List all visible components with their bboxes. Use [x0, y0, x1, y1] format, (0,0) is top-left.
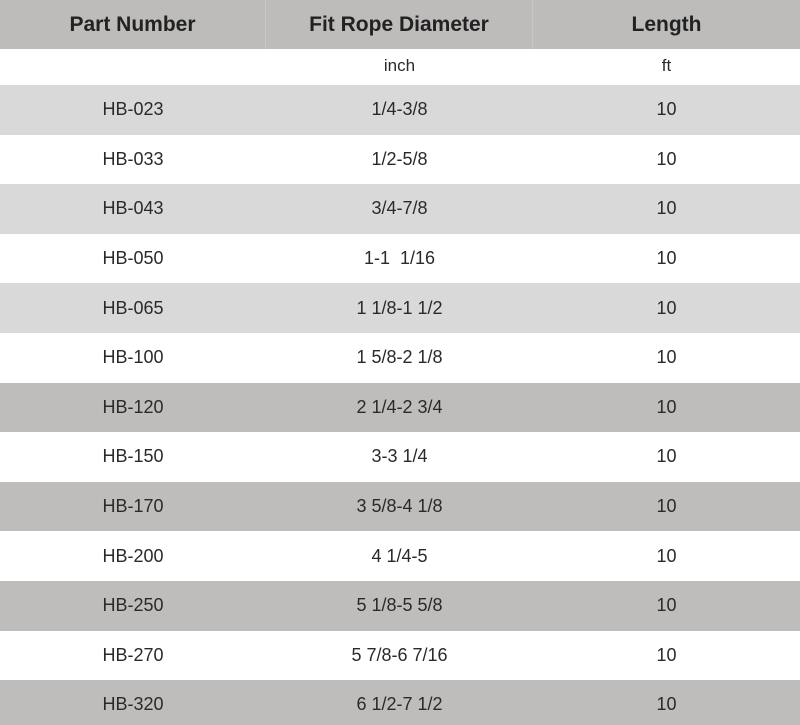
unit-fit-rope-diameter: inch — [383, 56, 416, 75]
units-row — [0, 49, 800, 85]
length-cell: 10 — [656, 99, 677, 120]
table-row — [0, 234, 800, 284]
part-number-cell: HB-033 — [102, 148, 164, 169]
length-cell: 10 — [656, 347, 677, 368]
table-row — [0, 85, 800, 135]
table-header-row — [0, 0, 800, 49]
length-cell: 10 — [656, 545, 677, 566]
fit-rope-diameter-cell: 3 5/8-4 1/8 — [356, 496, 443, 517]
part-number-cell: HB-200 — [102, 545, 164, 566]
fit-rope-diameter-cell: 1 1/8-1 1/2 — [356, 297, 443, 318]
fit-rope-diameter-cell: 4 1/4-5 — [371, 545, 428, 566]
length-cell: 10 — [656, 644, 677, 665]
length-cell: 10 — [656, 595, 677, 616]
part-number-cell: HB-150 — [102, 446, 164, 467]
table-row — [0, 631, 800, 681]
length-cell: 10 — [656, 248, 677, 269]
table-row — [0, 531, 800, 581]
part-number-cell: HB-023 — [102, 99, 164, 120]
table-row — [0, 680, 800, 725]
table-row — [0, 482, 800, 532]
fit-rope-diameter-cell: 5 7/8-6 7/16 — [351, 644, 448, 665]
table-row — [0, 135, 800, 185]
header-length: Length — [631, 12, 702, 36]
length-cell: 10 — [656, 297, 677, 318]
length-cell: 10 — [656, 496, 677, 517]
part-number-cell: HB-065 — [102, 297, 164, 318]
fit-rope-diameter-cell: 5 1/8-5 5/8 — [356, 595, 443, 616]
fit-rope-diameter-cell: 1/4-3/8 — [371, 99, 428, 120]
fit-rope-diameter-cell: 3/4-7/8 — [371, 198, 428, 219]
part-number-cell: HB-120 — [102, 396, 164, 417]
table-row — [0, 283, 800, 333]
part-number-cell: HB-050 — [102, 248, 164, 269]
length-cell: 10 — [656, 694, 677, 715]
length-cell: 10 — [656, 148, 677, 169]
part-number-cell: HB-100 — [102, 347, 164, 368]
part-number-cell: HB-320 — [102, 694, 164, 715]
table-row — [0, 432, 800, 482]
header-fit-rope-diameter: Fit Rope Diameter — [266, 0, 533, 49]
fit-rope-diameter-cell: 3-3 1/4 — [371, 446, 428, 467]
unit-length: ft — [661, 56, 672, 75]
fit-rope-diameter-cell: 1 5/8-2 1/8 — [356, 347, 443, 368]
length-cell: 10 — [656, 198, 677, 219]
table-row — [0, 184, 800, 234]
table-row — [0, 383, 800, 433]
fit-rope-diameter-cell: 6 1/2-7 1/2 — [356, 694, 443, 715]
table-row — [0, 333, 800, 383]
table-row — [0, 581, 800, 631]
header-part-number: Part Number — [0, 0, 266, 49]
part-number-cell: HB-250 — [102, 595, 164, 616]
unit-part-number — [0, 49, 266, 85]
length-cell: 10 — [656, 396, 677, 417]
length-cell: 10 — [656, 446, 677, 467]
part-number-cell: HB-043 — [102, 198, 164, 219]
part-number-cell: HB-170 — [102, 496, 164, 517]
part-number-cell: HB-270 — [102, 644, 164, 665]
fit-rope-diameter-cell: 1/2-5/8 — [371, 148, 428, 169]
fit-rope-diameter-cell: 1-1 1/16 — [363, 248, 436, 269]
fit-rope-diameter-cell: 2 1/4-2 3/4 — [356, 396, 443, 417]
